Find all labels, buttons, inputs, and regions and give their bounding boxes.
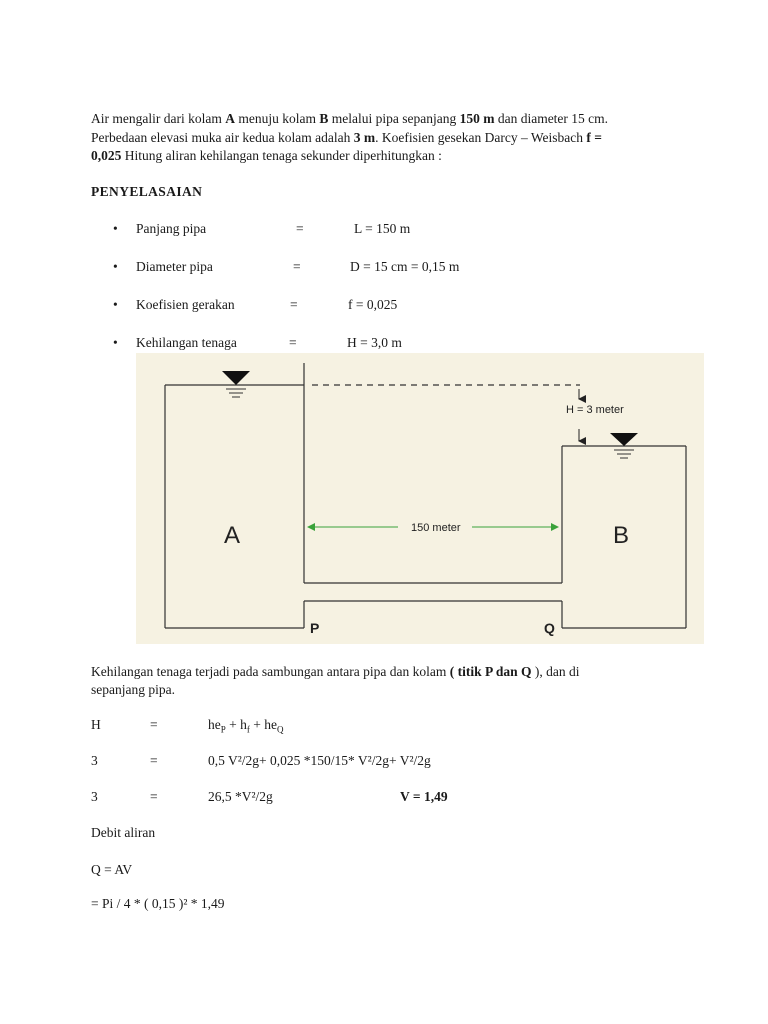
- point-p-label: P: [310, 620, 320, 636]
- given-equals: =: [289, 335, 297, 350]
- text-run: melalui pipa sepanjang: [328, 111, 460, 126]
- equation-equals: =: [150, 753, 158, 768]
- problem-line-3: [91, 147, 608, 166]
- text-run: + h: [225, 717, 247, 732]
- pool-a-ref: A: [225, 111, 235, 126]
- diagram-background: [136, 353, 704, 644]
- friction-value: 0,025: [91, 148, 122, 163]
- equation-lhs: 3: [91, 753, 98, 768]
- given-equals: =: [296, 221, 304, 236]
- bullet-icon: •: [113, 335, 118, 350]
- given-equals: =: [293, 259, 301, 274]
- subscript: f: [246, 724, 250, 735]
- text-run: he: [208, 717, 221, 732]
- problem-statement: [91, 110, 608, 166]
- equation-lhs: H: [91, 717, 101, 732]
- head-label: H = 3 meter: [566, 404, 624, 416]
- given-value: H = 3,0 m: [347, 335, 402, 350]
- points-ref: ( titik P dan Q: [449, 664, 535, 679]
- equation-equals: =: [150, 789, 158, 804]
- given-label: Diameter pipa: [136, 259, 213, 274]
- diagram-svg: [136, 353, 704, 644]
- subscript: P: [220, 724, 226, 735]
- given-label: Panjang pipa: [136, 221, 207, 236]
- friction-ref: f =: [586, 129, 602, 145]
- text-run: Perbedaan elevasi muka air kedua kolam adalah: [91, 129, 354, 145]
- given-label: Koefisien gerakan: [136, 297, 235, 312]
- bullet-icon: •: [113, 297, 118, 312]
- text-run: . Koefisien gesekan Darcy – Weisbach: [375, 129, 587, 145]
- text-run: + he: [249, 717, 277, 732]
- debit-calculation: = Pi / 4 * ( 0,15 )² * 1,49: [91, 896, 225, 911]
- pool-b-label: B: [613, 522, 630, 549]
- debit-formula: Q = AV: [91, 862, 133, 877]
- text-run: Air mengalir dari kolam: [91, 111, 226, 126]
- equation-rhs: 26,5 *V²/2g: [208, 789, 273, 804]
- text-run: Kehilangan tenaga terjadi pada sambungan antara pipa dan kolam: [91, 664, 450, 679]
- elevation-ref: 3 m: [353, 129, 376, 145]
- pool-b-ref: B: [319, 111, 329, 126]
- text-run: Hitung aliran kehilangan tenaga sekunder diperhitungkan :: [121, 148, 442, 163]
- equation-lhs: 3: [91, 789, 98, 804]
- given-value: f = 0,025: [348, 297, 398, 312]
- text-run: sepanjang pipa.: [91, 682, 175, 697]
- debit-title: Debit aliran: [91, 825, 156, 840]
- given-equals: =: [290, 297, 298, 312]
- subscript: Q: [277, 724, 284, 735]
- given-value: D = 15 cm = 0,15 m: [350, 259, 460, 274]
- text-run: menuju kolam: [234, 111, 320, 126]
- equation-rhs: [208, 717, 284, 735]
- given-label: Kehilangan tenaga: [136, 335, 237, 350]
- bullet-icon: •: [113, 259, 118, 274]
- pool-a-label: A: [224, 522, 241, 549]
- point-q-label: Q: [544, 620, 555, 636]
- text-run: dan diameter 15 cm.: [494, 111, 609, 126]
- bullet-icon: •: [113, 221, 118, 236]
- problem-line-2: [91, 129, 608, 148]
- length-label: 150 meter: [411, 522, 461, 534]
- section-heading: PENYELASAIAN: [91, 184, 203, 199]
- problem-line-1: [91, 110, 608, 129]
- reservoir-diagram: [136, 353, 704, 644]
- loss-description: [91, 663, 580, 699]
- equation-equals: =: [150, 717, 158, 732]
- given-value: L = 150 m: [354, 221, 411, 236]
- text-run: ), dan di: [534, 664, 580, 679]
- velocity-result: V = 1,49: [400, 789, 448, 804]
- equation-rhs: 0,5 V²/2g+ 0,025 *150/15* V²/2g+ V²/2g: [208, 753, 431, 768]
- pipe-length-ref: 150 m: [459, 111, 495, 126]
